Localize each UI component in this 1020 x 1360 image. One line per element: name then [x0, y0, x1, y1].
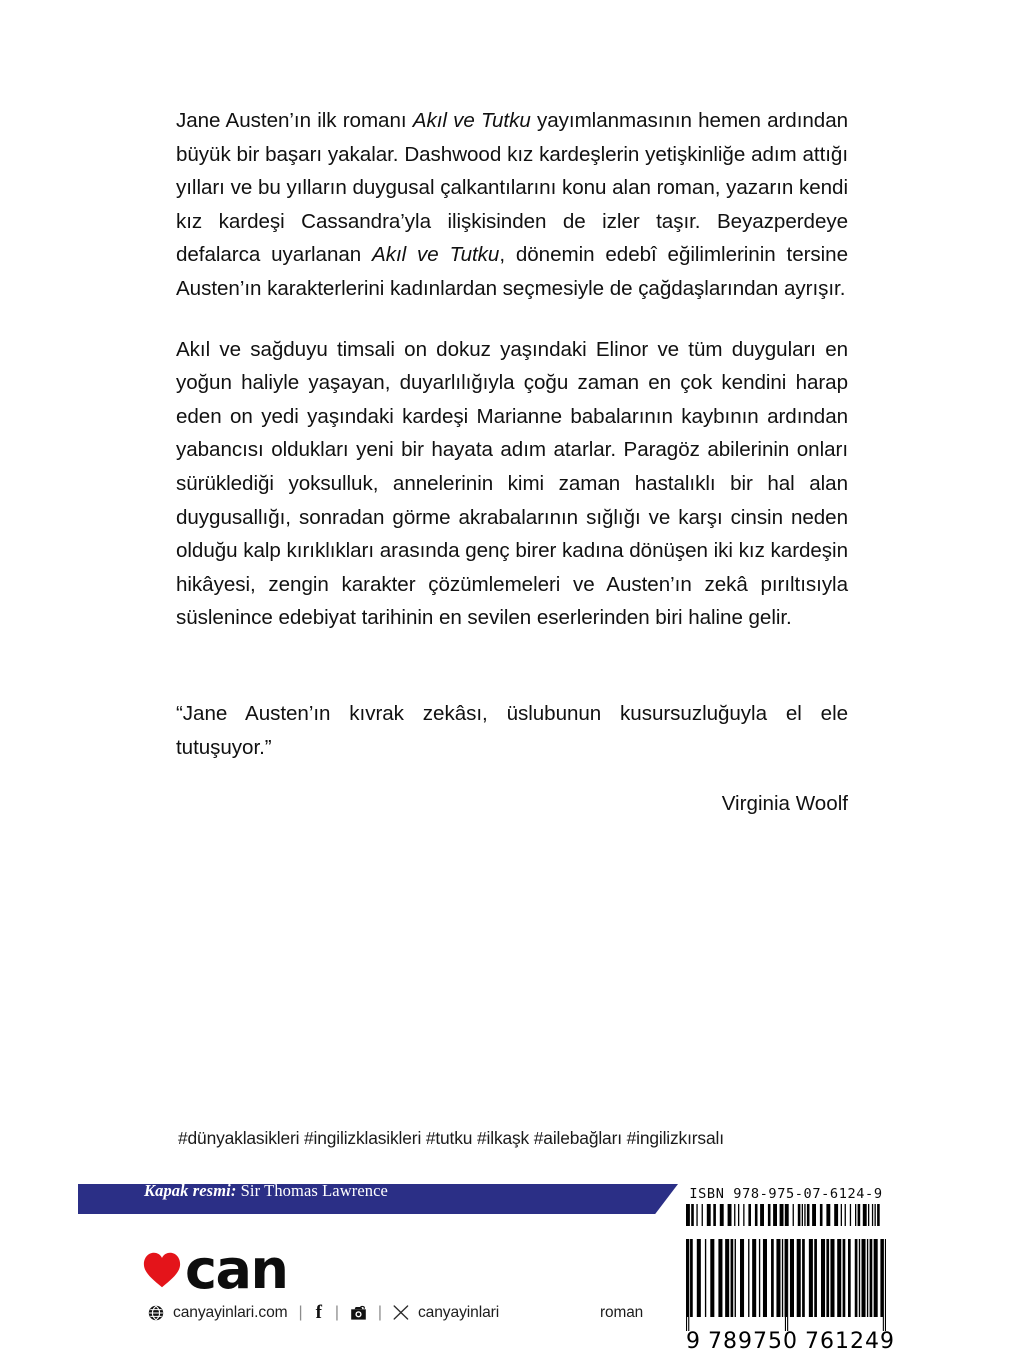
barcode-block — [686, 1186, 895, 1354]
isbn-text: ISBN 978-975-07-6124-9 — [689, 1186, 883, 1202]
blurb-run: , dönemin edebî eğilimlerinin tersine Austen’ın karakterlerini kadınlardan seçmesiyle de çağdaşlarından ayrışır. — [176, 243, 848, 300]
publisher-logo — [143, 1237, 288, 1301]
pull-quote-block — [176, 697, 848, 821]
pull-quote-text: “Jane Austen’ın kıvrak zekâsı, üslubunun kusursuzluğuyla el ele tutuşuyor.” — [176, 702, 848, 759]
cover-art-credit-label: Kapak resmi: — [144, 1181, 237, 1200]
facebook-icon[interactable]: f — [315, 1302, 322, 1323]
globe-icon — [148, 1305, 164, 1321]
blurb-paragraph-2 — [176, 333, 848, 635]
genre-label: roman — [600, 1304, 644, 1321]
hashtag-line: #dünyaklasikleri #ingilizklasikleri #tutku #ilkaşk #ailebağları #ingilizkırsalı — [178, 1128, 724, 1148]
book-title-italic: Akıl ve Tutku — [372, 243, 500, 267]
separator: | — [377, 1303, 382, 1321]
instagram-icon[interactable] — [350, 1305, 367, 1321]
ean-left-group: 789750 — [708, 1329, 798, 1354]
separator: | — [298, 1303, 303, 1321]
ean-barcode — [686, 1239, 895, 1354]
ean-barcode-digits — [686, 1329, 895, 1354]
separator: | — [334, 1303, 339, 1321]
ean-barcode-bars — [686, 1239, 886, 1331]
publisher-website[interactable]: canyayinlari.com — [173, 1303, 288, 1321]
ean-right-group: 761249 — [804, 1329, 895, 1354]
isbn-barcode-bars — [686, 1204, 882, 1226]
publisher-contact-row — [148, 1303, 499, 1322]
book-title-italic: Akıl ve Tutku — [412, 109, 531, 132]
x-twitter-icon[interactable] — [393, 1305, 409, 1320]
pull-quote-attribution: Virginia Woolf — [721, 792, 848, 816]
cover-art-credit-text — [144, 1181, 388, 1201]
blurb-run: Jane Austen’ın ilk romanı — [176, 109, 413, 132]
heart-icon — [143, 1252, 181, 1288]
blurb-paragraph-1 — [176, 104, 848, 306]
publisher-social-handle[interactable]: canyayinlari — [417, 1303, 500, 1321]
cover-art-credit-value: Sir Thomas Lawrence — [240, 1181, 388, 1200]
publisher-logo-wordmark: can — [185, 1237, 288, 1301]
blurb-run: yayımlanmasının hemen ardından büyük bir başarı yakalar. Dashwood kız kardeşlerin yetişkinliğe adım attığı yılları ve bu yılların duygusal çalkantılarını konu alan roman, yazarın kendi kız kardeşi Cassandra’yla ilişkisinden de izler taşır. Beyazperdeye defalarca uyarlanan — [176, 109, 849, 267]
blurb-text-block — [176, 104, 848, 635]
ean-lead-digit: 9 — [686, 1329, 701, 1354]
blurb-run: Akıl ve sağduyu timsali on dokuz yaşındaki Elinor ve tüm duyguları en yoğun haliyle yaşayan, duyarlılığıyla çoğu zaman en çok kendini harap eden on yedi yaşındaki kardeşi Marianne babalarının kaybının ardından yabancısı oldukları yeni bir hayata adım atarlar. Paragöz abilerinin onları sürüklediği yoksulluk, annelerinin kimi zaman hastalıklı bir hal alan duygusallığı, sonradan görme akrabalarının sığlığı ve karşı cinsin neden olduğu kalp kırıklıkları arasında genç birer kadına dönüşen iki kız kardeşin hikâyesi, zengin karakter çözümlemeleri ve Austen’ın zekâ pırıltısıyla süslenince edebiyat tarihinin en sevilen eserlerinden biri haline gelir. — [176, 337, 848, 630]
